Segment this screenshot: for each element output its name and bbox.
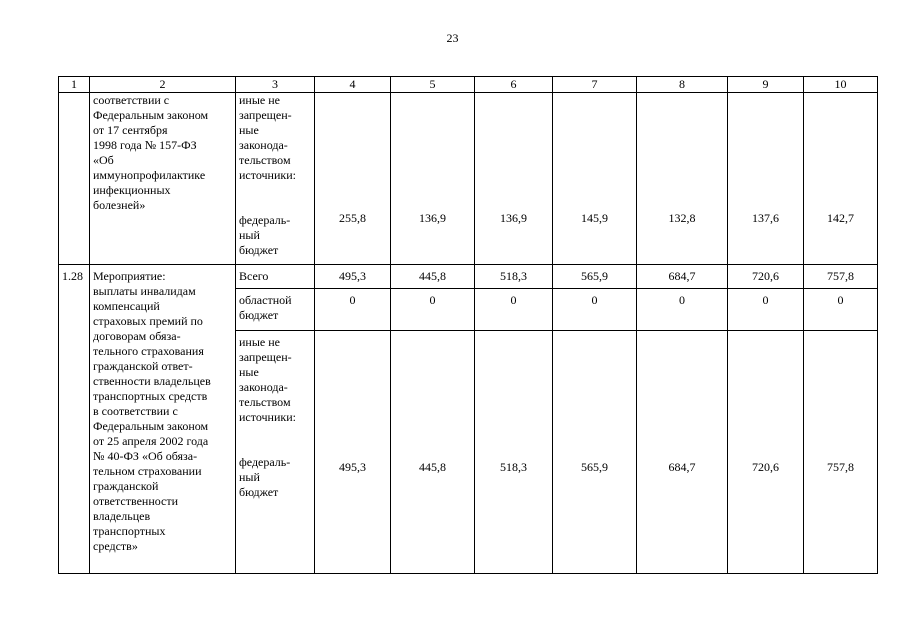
text-line: ответственности (93, 494, 179, 508)
value-cell: 495,3 (315, 265, 391, 289)
item-description-cell (90, 93, 236, 265)
text-line: иные не (239, 335, 280, 349)
text-line: ные (239, 123, 259, 137)
text-line: законода- (239, 138, 288, 152)
text-line: ный (239, 470, 260, 484)
text-line: от 25 апреля 2002 года (93, 434, 209, 448)
value-cell: 757,8 (804, 331, 878, 574)
text-line: болезней» (93, 198, 146, 212)
header-cell: 6 (475, 77, 553, 93)
text-line: ные (239, 365, 259, 379)
value-cell: 565,9 (553, 265, 637, 289)
funding-source-regional (239, 293, 311, 323)
value-cell: 0 (804, 289, 878, 331)
value-cell: 0 (391, 289, 475, 331)
value-cell: 0 (728, 289, 804, 331)
text-line: транспортных (93, 524, 166, 538)
funding-source-regional-cell (236, 289, 315, 331)
header-cell: 8 (637, 77, 728, 93)
text-line: запрещен- (239, 350, 292, 364)
text-line: тельном страховании (93, 464, 202, 478)
header-cell: 3 (236, 77, 315, 93)
funding-source-other (239, 335, 311, 425)
item-description (93, 269, 232, 554)
value-cell: 0 (637, 289, 728, 331)
text-line: гражданской (93, 479, 159, 493)
funding-source-other (239, 93, 311, 183)
value-cell: 255,8 (315, 93, 391, 265)
funding-source-federal (239, 213, 311, 258)
item-description-cell (90, 265, 236, 574)
text-line: в соответствии с (93, 404, 178, 418)
text-line: источники: (239, 168, 296, 182)
value-cell: 145,9 (553, 93, 637, 265)
text-line: владельцев (93, 509, 151, 523)
text-line: законода- (239, 380, 288, 394)
value-cell: 518,3 (475, 331, 553, 574)
value-cell: 720,6 (728, 265, 804, 289)
value-cell: 137,6 (728, 93, 804, 265)
text-line: № 40-ФЗ «Об обяза- (93, 449, 198, 463)
text-line: тельством (239, 395, 291, 409)
text-line: источники: (239, 410, 296, 424)
item-description (93, 93, 232, 213)
text-line: компенсаций (93, 299, 160, 313)
text-line: Федеральным законом (93, 419, 209, 433)
text-line: договорам обяза- (93, 329, 181, 343)
value-cell: 518,3 (475, 265, 553, 289)
text-line: Мероприятие: (93, 269, 166, 283)
text-line: Федеральным законом (93, 108, 209, 122)
value-cell: 142,7 (804, 93, 878, 265)
text-line: от 17 сентября (93, 123, 168, 137)
header-cell: 4 (315, 77, 391, 93)
text-line: тельного страхования (93, 344, 204, 358)
table-row (59, 265, 878, 289)
text-line: иные не (239, 93, 280, 107)
text-line: транспортных средств (93, 389, 208, 403)
value-cell: 0 (553, 289, 637, 331)
value-cell: 495,3 (315, 331, 391, 574)
text-line: соответствии с (93, 93, 170, 107)
text-line: тельством (239, 153, 291, 167)
value-cell: 684,7 (637, 331, 728, 574)
text-line: инфекционных (93, 183, 171, 197)
text-line: выплаты инвалидам (93, 284, 196, 298)
value-cell: 565,9 (553, 331, 637, 574)
value-cell: 136,9 (475, 93, 553, 265)
text-line: запрещен- (239, 108, 292, 122)
value-cell: 684,7 (637, 265, 728, 289)
funding-source-cell (236, 93, 315, 265)
value-cell: 445,8 (391, 331, 475, 574)
header-cell: 2 (90, 77, 236, 93)
header-cell: 1 (59, 77, 90, 93)
header-cell: 9 (728, 77, 804, 93)
text-line: федераль- (239, 455, 291, 469)
header-row (59, 77, 878, 93)
text-line: страховых премий по (93, 314, 203, 328)
text-line: бюджет (239, 308, 279, 322)
value-cell: 445,8 (391, 265, 475, 289)
table-row (59, 93, 878, 265)
value-cell: 720,6 (728, 331, 804, 574)
text-line: федераль- (239, 213, 291, 227)
funding-source-total: Всего (236, 265, 315, 289)
budget-table (58, 76, 878, 574)
text-line: ный (239, 228, 260, 242)
text-line: «Об (93, 153, 114, 167)
funding-source-federal (239, 455, 311, 500)
text-line: средств» (93, 539, 138, 553)
value-cell: 0 (315, 289, 391, 331)
text-line: гражданской ответ- (93, 359, 193, 373)
text-line: областной (239, 293, 292, 307)
value-cell: 757,8 (804, 265, 878, 289)
header-cell: 7 (553, 77, 637, 93)
funding-source-cell (236, 331, 315, 574)
item-index-cell: 1.28 (59, 265, 90, 574)
text-line: ственности владельцев (93, 374, 211, 388)
text-line: 1998 года № 157-ФЗ (93, 138, 197, 152)
value-cell: 136,9 (391, 93, 475, 265)
value-cell: 0 (475, 289, 553, 331)
text-line: бюджет (239, 485, 279, 499)
value-cell: 132,8 (637, 93, 728, 265)
header-cell: 5 (391, 77, 475, 93)
page-number: 23 (446, 31, 459, 45)
text-line: бюджет (239, 243, 279, 257)
header-cell: 10 (804, 77, 878, 93)
text-line: иммунопрофилактике (93, 168, 206, 182)
item-index-cell (59, 93, 90, 265)
